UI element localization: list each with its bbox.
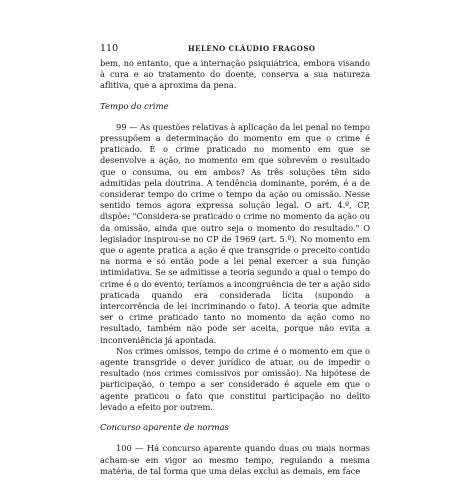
paragraph: Nos crimes omissos, tempo do crime é o momento em que o agente transgride o dever jurídico de atuar, ou de impedir o resultado (nos crimes comissivos por omissão). Na hipótese de participação, o tempo a ser considerado é aquele em que o agente praticou o fato que constitui participação no delito levado a efeito por outrem. (100, 345, 370, 412)
running-head-author: HELENO CLÁUDIO FRAGOSO (188, 44, 316, 53)
running-header (100, 43, 400, 57)
section-heading: Tempo do crime (100, 101, 169, 112)
paragraph: 99 — As questões relativas à aplicação da lei penal no tempo pressupõem a determinação do momento em que o crime é praticado. É o crime praticado no momento em que se desenvolve a ação, no momento em que sobrevém o resultado que o consuma, ou em ambos? As três soluções têm sido admitidas pela doutrina. A tendência dominante, porém, é a de considerar tempo do crime o tempo da ação ou omissão. Nesse sentido temos agora expressa solução legal. O art. 4.º, CP, dispõe: "Considera-se praticado o crime no momento da ação ou da omissão, ainda que outro seja o momento do resultado." O legislador inspirou-se no CP de 1969 (art. 5.º). No momento em que o agente pratica a ação é que transgride o preceito contido na norma e só então pode a lei penal exercer a sua função intimidativa. Se se admitisse a teoria segundo a qual o tempo do crime é o do evento, teríamos a incongruência de ter a ação sido praticada quando era considerada lícita (supondo a intercorrência de lei incriminando o fato). A teoria que admite ser o crime praticado tanto no momento da ação como no resultado, também não pode ser aceita, porque não evita a inconveniência já apontada. (100, 121, 370, 345)
page-number: 110 (100, 43, 119, 54)
section-heading: Concurso aparente de normas (100, 423, 229, 434)
paragraph: 100 — Há concurso aparente quando duas ou mais normas acham-se em vigor ao mesmo tempo, regulando a mesma matéria, de tal forma que uma delas exclui as demais, em face (100, 443, 370, 476)
page-body (100, 58, 370, 477)
paragraph: bem, no entanto, que a internação psiquiátrica, embora visando à cura e ao tratamento do doente, conserva a sua natureza aflitiva, que a aproxima da pena. (100, 58, 370, 91)
